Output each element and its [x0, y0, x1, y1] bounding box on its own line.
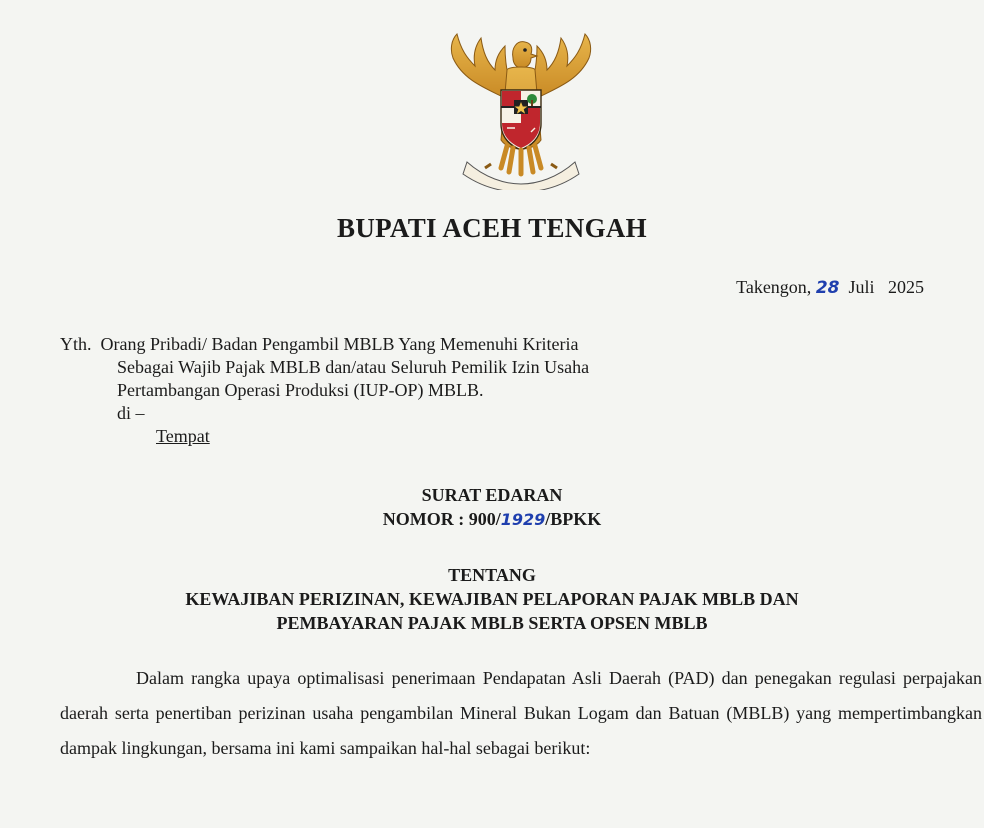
date-place: Takengon,	[736, 277, 812, 297]
date-month: Juli	[848, 277, 875, 297]
recipient-prefix: Yth.	[60, 334, 92, 354]
recipient-block	[60, 333, 589, 448]
date-day-handwritten: 28	[815, 278, 840, 298]
subject-block	[0, 563, 984, 635]
subject-line-1: KEWAJIBAN PERIZINAN, KEWAJIBAN PELAPORAN PAJAK MBLB DAN	[185, 589, 799, 609]
letter-heading	[0, 483, 984, 532]
subject-label: TENTANG	[448, 565, 536, 585]
letter-type: SURAT EDARAN	[421, 485, 563, 505]
recipient-line-4: di –	[117, 403, 145, 423]
recipient-line-1	[60, 333, 589, 356]
body-paragraph-1: Dalam rangka upaya optimalisasi penerimaan Pendapatan Asli Daerah (PAD) dan penegakan regulasi perpajakan daerah serta penertiban perizinan usaha pengambilan Mineral Bukan Logam dan Batuan (MBLB) yang mempertimbangkan dampak lingkungan, bersama ini kami sampaikan hal-hal sebagai berikut:	[60, 668, 982, 758]
number-handwritten: 1929	[500, 510, 546, 529]
recipient-place: Tempat	[156, 426, 210, 446]
recipient-line-3: Pertambangan Operasi Produksi (IUP-OP) MBLB.	[117, 380, 484, 400]
garuda-pancasila-emblem	[445, 28, 597, 190]
official-title: BUPATI ACEH TENGAH	[337, 213, 647, 243]
recipient-line-2: Sebagai Wajib Pajak MBLB dan/atau Seluruh Pemilik Izin Usaha	[117, 357, 590, 377]
date-year: 2025	[888, 277, 924, 297]
subject-line-2: PEMBAYARAN PAJAK MBLB SERTA OPSEN MBLB	[276, 613, 708, 633]
number-prefix: NOMOR : 900/	[382, 509, 501, 529]
number-suffix: /BPKK	[545, 509, 602, 529]
letter-number	[0, 507, 984, 532]
letter-date	[736, 277, 924, 298]
recipient-text-1: Orang Pribadi/ Badan Pengambil MBLB Yang Memenuhi Kriteria	[100, 334, 579, 354]
